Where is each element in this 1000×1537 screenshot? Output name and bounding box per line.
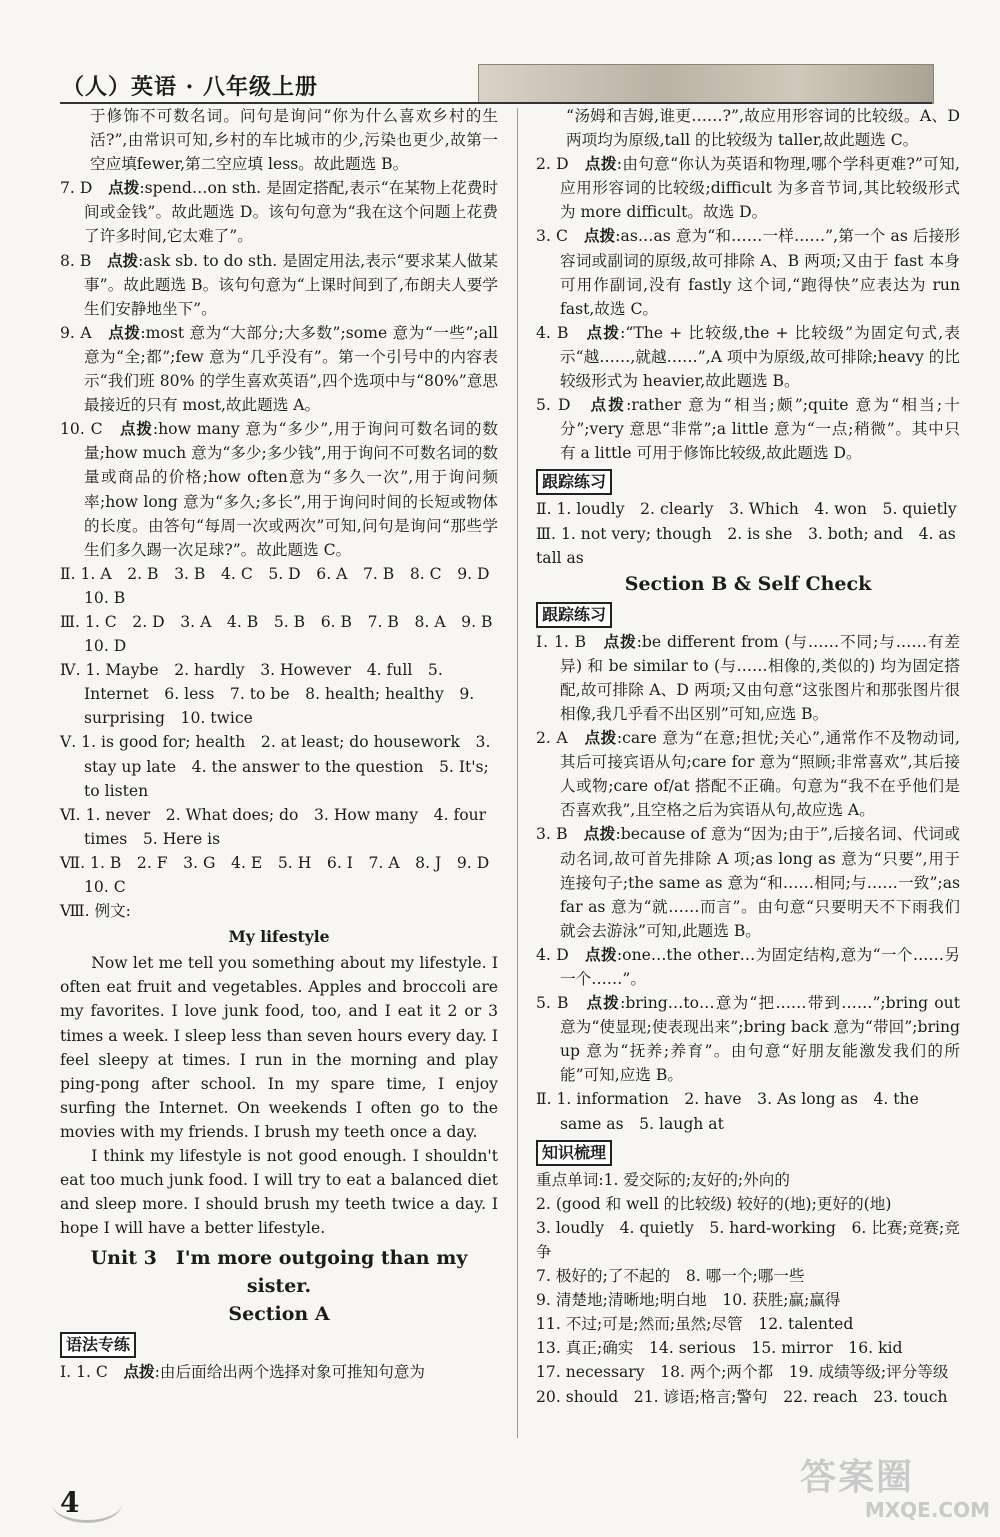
column-divider — [517, 108, 518, 1438]
hint-text: :as…as 意为“和……一样……”,第一个 as 后接形容词或副词的原级,故可排除 A、B 两项;又由于 fast 本身可用作副词,没有 fastly 这个词,“跑得快”应表达为 run fast,故选 C。 — [560, 227, 960, 318]
section-title-b: Section B & Self Check — [624, 572, 872, 595]
hint-label: 点拨 — [123, 1363, 155, 1382]
key-words-line: 11. 不过;可是;然而;虽然;尽管 12. talented — [536, 1315, 854, 1334]
q-num: 4. D — [536, 945, 569, 964]
answer-b-q4 — [536, 943, 960, 991]
essay-title: My lifestyle — [228, 927, 330, 947]
page-number: 4 — [60, 1486, 80, 1519]
hint-label: 点拨 — [586, 323, 621, 342]
hint-text: :由句意“你认为英语和物理,哪个学科更难?”可知,应用形容词的比较级;difficult 为多音节词,其比较级形式为 more difficult。故选 D。 — [560, 155, 960, 222]
essay-paragraph-1: Now let me tell you something about my lifestyle. I often eat fruit and vegetables. Apples and broccoli are my favorites. I love junk food, too, and I eat it 2 or 3 times a week. I sleep less than seven hours every day. I feel sleepy at times. I run in the morning and play ping-pong after school. In my spare time, I enjoy surfing the Internet. On weekends I often go to the movies with my friends. I brush my teeth once a day. — [60, 954, 498, 1141]
right-column — [536, 104, 960, 1409]
knowledge-review-tag: 知识梳理 — [536, 1140, 612, 1166]
tracking-answers-2: Ⅱ. 1. loudly 2. clearly 3. Which 4. won 5. quietly — [536, 500, 957, 519]
hint-text: :bring…to…意为“把……带到……”;bring out 意为“使显现;使表现出来”;bring back 意为“带回”;bring up 意为“抚养;养育”。由句意“好朋友能激发我们的所能”可知,应选 B。 — [560, 994, 960, 1085]
q1-continuation: “汤姆和吉姆,谁更……?”,故应用形容词的比较级。A、D 两项均为原级,tall 的比较级为 taller,故此题选 C。 — [566, 107, 960, 150]
answer-b-q5 — [536, 991, 960, 1087]
hint-label: 点拨 — [108, 323, 141, 342]
key-words-intro: 重点单词:1. 爱交际的;友好的;外向的 — [536, 1170, 790, 1189]
q-num: Ⅰ. 1. B — [536, 632, 587, 651]
section-title-a: Section A — [228, 1303, 330, 1326]
watermark-logo — [800, 1458, 990, 1528]
q-num: 5. B — [536, 994, 569, 1013]
tracking-practice-tag: 跟踪练习 — [536, 469, 612, 495]
answer-q2 — [536, 152, 960, 224]
hint-text: :most 意为“大部分;大多数”;some 意为“一些”;all 意为“全;都”;few 意为“几乎没有”。第一个引号中的内容表示“我们班 80% 的学生喜欢英语”,四个选项中与“80%”意思最接近的只有 most,故此题选 A。 — [84, 323, 498, 415]
hint-label: 点拨 — [583, 227, 616, 246]
answer-q9 — [60, 321, 498, 417]
hint-text: :由后面给出两个选择对象可推知句意为 — [154, 1363, 426, 1382]
hint-text: :ask sb. to do sth. 是固定用法,表示“要求某人做某事”。故此题选 B。该句句意为“上课时间到了,布朗夫人要学生们安静地坐下”。 — [84, 251, 498, 318]
hint-label: 点拨 — [590, 396, 627, 415]
q-num: 10. C — [60, 420, 103, 439]
sample-essay — [60, 951, 498, 1240]
header-banner-image — [478, 64, 934, 104]
hint-label: 点拨 — [584, 729, 617, 748]
hint-text: :how many 意为“多少”,用于询问可数名词的数量;how much 意为“多少;多少钱”,用于询问不可数名词的数量或商品的价格;how often意为“多久一次”,用于询问频率;how long 意为“多久;多长”,用于询问时间的长短或物体的长度。由答句“每周一次或两次”可知,问句是询问“那些学生们多久踢一次足球?”。故此题选 C。 — [84, 420, 498, 559]
answer-q4 — [536, 321, 960, 393]
hint-label: 点拨 — [584, 155, 617, 174]
hint-label: 点拨 — [603, 632, 637, 651]
key-words-line: 7. 极好的;了不起的 8. 哪一个;哪一些 — [536, 1267, 805, 1286]
answer-s3-q1 — [60, 1360, 498, 1384]
answers-part-6: Ⅵ. 1. never 2. What does; do 3. How many 4. four times 5. Here is — [60, 805, 487, 848]
hint-text: :care 意为“在意;担忧;关心”,通常作不及物动词,其后可接宾语从句;care for 意为“照顾;非常喜欢”,其后接人或物;care of/at 搭配不正确。句意为“我不在乎他们是否喜欢我”,且空格之后为宾语从句,故应选 A。 — [560, 729, 960, 820]
hint-label: 点拨 — [586, 994, 621, 1013]
q-num: 4. B — [536, 323, 569, 342]
answer-b-q1 — [536, 630, 960, 726]
key-words-line: 20. should 21. 谚语;格言;警句 22. reach 23. touch — [536, 1387, 948, 1406]
unit-title: Unit 3 I'm more outgoing than my sister. — [90, 1247, 468, 1298]
answer-q3 — [536, 224, 960, 320]
grammar-practice-tag: 语法专练 — [60, 1332, 136, 1358]
hint-text: :one…the other…为固定结构,意为“一个……另一个……”。 — [560, 945, 960, 988]
key-words-list — [536, 1192, 960, 1409]
tracking-practice-tag-2: 跟踪练习 — [536, 602, 612, 628]
answer-q7 — [60, 176, 498, 248]
left-column — [60, 104, 509, 1385]
answers-part-8: Ⅷ. 例文: — [60, 902, 131, 921]
book-title: （人）英语 · 八年级上册 — [62, 74, 318, 100]
answer-q10 — [60, 417, 498, 562]
q-num: 5. D — [536, 396, 571, 415]
hint-label: 点拨 — [583, 825, 616, 844]
key-words-line: 17. necessary 18. 两个;两个都 19. 成绩等级;评分等级 — [536, 1363, 949, 1382]
page-header — [60, 66, 932, 100]
q-num: 3. C — [536, 227, 568, 246]
q-num: 8. B — [60, 251, 92, 270]
watermark-url: MXQE.COM — [864, 1498, 990, 1522]
hint-text: :spend…on sth. 是固定搭配,表示“在某物上花费时间或金钱”。故此题选 D。该句句意为“我在这个问题上花费了许多时间,它太难了”。 — [84, 179, 498, 246]
hint-text: :rather 意为“相当;颇”;quite 意为“相当;十分”;very 意思“非常”;a little 意为“一点;稍微”。其中只有 a little 可用于修饰比较级,故此题选 D。 — [560, 396, 960, 463]
answers-part-4: Ⅳ. 1. Maybe 2. hardly 3. However 4. full 5. Internet 6. less 7. to be 8. health; healthy 9. surprising 10. twice — [60, 661, 475, 728]
b-answers-2: Ⅱ. 1. information 2. have 3. As long as 4. the same as 5. laugh at — [536, 1090, 919, 1133]
hint-text: :because of 意为“因为;由于”,后接名词、代词或动名词,故可首先排除 A 项;as long as 意为“只要”,用于连接句子;the same as 意为“和……相同;与……一致”;as far as 意为“就……而言”。由句意“只要明天不下雨我们就会去游泳”可知,此题选 B。 — [560, 825, 960, 940]
q-num: 2. D — [536, 155, 569, 174]
hint-label: 点拨 — [119, 420, 153, 439]
q-num: 2. A — [536, 729, 568, 748]
key-words-line: 9. 清楚地;清晰地;明白地 10. 获胜;赢;赢得 — [536, 1291, 841, 1310]
q-num: 7. D — [60, 179, 93, 198]
answers-part-2: Ⅱ. 1. A 2. B 3. B 4. C 5. D 6. A 7. B 8. C 9. D 10. B — [60, 564, 506, 607]
q-num: 3. B — [536, 825, 568, 844]
watermark-text: 答案圈 — [800, 1457, 915, 1498]
answer-q8 — [60, 249, 498, 321]
key-words-line: 3. loudly 4. quietly 5. hard-working 6. 比赛;竞赛;竞争 — [536, 1218, 960, 1261]
hint-text: :“The + 比较级,the + 比较级”为固定句式,表示“越……,就越……”,A 项中为原级,故可排除;heavy 的比较级形式为 heavier,故此题选 B。 — [560, 323, 960, 391]
hint-label: 点拨 — [585, 945, 617, 964]
tracking-answers-3: Ⅲ. 1. not very; though 2. is she 3. both; and 4. as tall as — [536, 524, 956, 567]
answers-part-5: Ⅴ. 1. is good for; health 2. at least; do housework 3. stay up late 4. the answer to the question 5. It's; to listen — [60, 733, 491, 800]
answer-b-q2 — [536, 726, 960, 822]
key-words-line: 13. 真正;确实 14. serious 15. mirror 16. kid — [536, 1339, 903, 1358]
q6-continuation: 于修饰不可数名词。问句是询问“你为什么喜欢乡村的生活?”,由常识可知,乡村的车比城市的少,污染也更少,故第一空应填fewer,第二空应填 less。故此题选 B。 — [90, 107, 498, 174]
hint-label: 点拨 — [108, 179, 140, 198]
answer-b-q3 — [536, 822, 960, 942]
key-words-line: 2. (good 和 well 的比较级) 较好的(地);更好的(地) — [536, 1194, 892, 1213]
hint-text: :be different from (与……不同;与……有差异) 和 be similar to (与……相像的,类似的) 均为固定搭配,故可排除 A、D 两项;又由句意“这张图片和那张图片很相像,我几乎看不出区别”可知,应选 B。 — [560, 632, 960, 723]
answers-part-7: Ⅶ. 1. B 2. F 3. G 4. E 5. H 6. I 7. A 8. J 9. D 10. C — [60, 853, 505, 896]
hint-label: 点拨 — [106, 251, 139, 270]
q-num: 9. A — [60, 323, 92, 342]
essay-paragraph-2: I think my lifestyle is not good enough. I shouldn't eat too much junk food. I will try to eat a balanced diet and sleep more. I should brush my teeth twice a day. I hope I will have a better lifestyle. — [60, 1147, 498, 1238]
q-num: Ⅰ. 1. C — [60, 1363, 108, 1382]
answer-q5 — [536, 393, 960, 465]
answers-part-3: Ⅲ. 1. C 2. D 3. A 4. B 5. B 6. B 7. B 8. A 9. B 10. D — [60, 612, 509, 656]
